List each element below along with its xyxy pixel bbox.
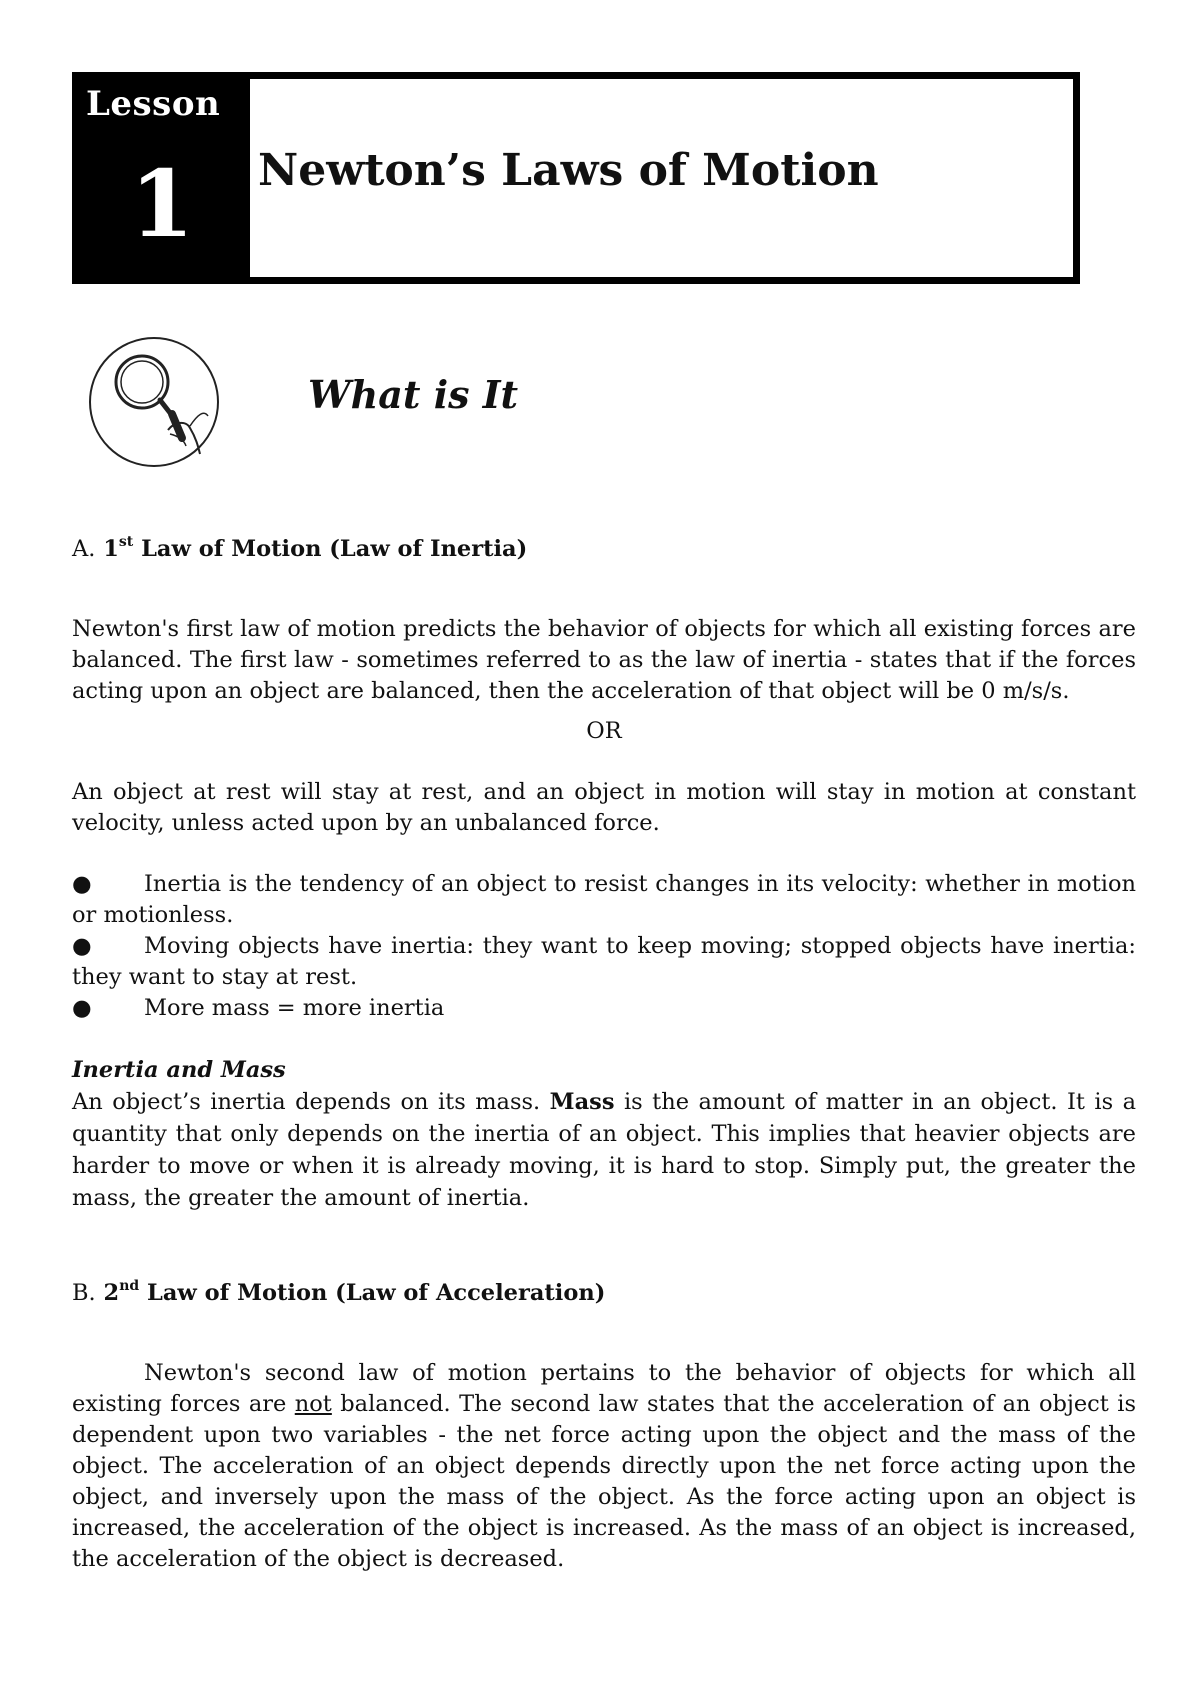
law2-heading-text: Law of Motion (Law of Acceleration) [147,1280,606,1306]
lesson-content [72,534,1136,1575]
law2-heading [72,1278,1136,1309]
lesson-title-box [250,72,1080,284]
lesson-label: Lesson [86,84,221,124]
inertia-mass-heading: Inertia and Mass [72,1057,286,1083]
law1-ordinal: 1 [103,536,119,562]
list-item [72,931,1136,993]
not-emphasis: not [294,1391,332,1417]
law2-ordinal-suffix: nd [119,1277,140,1294]
lesson-header [72,72,1080,284]
inertia-bullet-list [72,869,1136,1024]
law1-ordinal-suffix: st [118,533,134,550]
bullet-icon: ● [72,995,92,1021]
law1-heading-text: Law of Motion (Law of Inertia) [141,536,528,562]
section-banner: What is It [308,372,519,417]
list-item-text: Inertia is the tendency of an object to resist changes in its velocity: whether in motion or motionless. [72,871,1136,928]
list-item [72,993,1136,1024]
inertia-mass-text-2: is the amount of matter in an object. It is a quantity that only depends on the inertia of an object. This implies that heavier objects are harder to move or when it is already moving, it is hard to stop. Simply put, the greater the mass, the greater the amount of inertia. [72,1089,1136,1211]
mass-term: Mass [549,1089,615,1115]
inertia-mass-paragraph [72,1086,1136,1214]
magnifying-glass-in-hand-icon [86,334,222,470]
list-item [72,869,1136,931]
law2-letter: B. [72,1280,96,1306]
bullet-icon: ● [72,933,92,959]
lesson-number-block [72,72,250,284]
law1-letter: A. [72,536,96,562]
law2-text-2: balanced. The second law states that the acceleration of an object is dependent upon two variables - the net force acting upon the object and the mass of the object. The acceleration of an object depends directly upon the net force acting upon the object, and inversely upon the mass of the object. As the force acting upon an object is increased, the acceleration of the object is increased. As the mass of an object is increased, the acceleration of the object is decreased. [72,1391,1136,1572]
bullet-icon: ● [72,871,92,897]
lesson-title: Newton’s Laws of Motion [258,145,879,196]
lesson-number: 1 [130,150,195,258]
list-item-text: More mass = more inertia [144,995,445,1021]
list-item-text: Moving objects have inertia: they want to keep moving; stopped objects have inertia: they want to stay at rest. [72,933,1136,990]
or-separator: OR [586,718,622,744]
law1-paragraph-2: An object at rest will stay at rest, and an object in motion will stay in motion at constant velocity, unless acted upon by an unbalanced force. [72,779,1136,836]
law1-paragraph-1: Newton's first law of motion predicts the behavior of objects for which all existing forces are balanced. The first law - sometimes referred to as the law of inertia - states that if the forces acting upon an object are balanced, then the acceleration of that object will be 0 m/s/s. [72,616,1136,704]
law2-ordinal: 2 [103,1280,120,1306]
law1-heading [72,534,1136,565]
law2-text-1: Newton's second law of motion pertains to the behavior of objects for which all existing forces are [72,1360,1136,1417]
law2-paragraph [72,1358,1136,1575]
inertia-mass-text-1: An object’s inertia depends on its mass. [72,1089,550,1115]
